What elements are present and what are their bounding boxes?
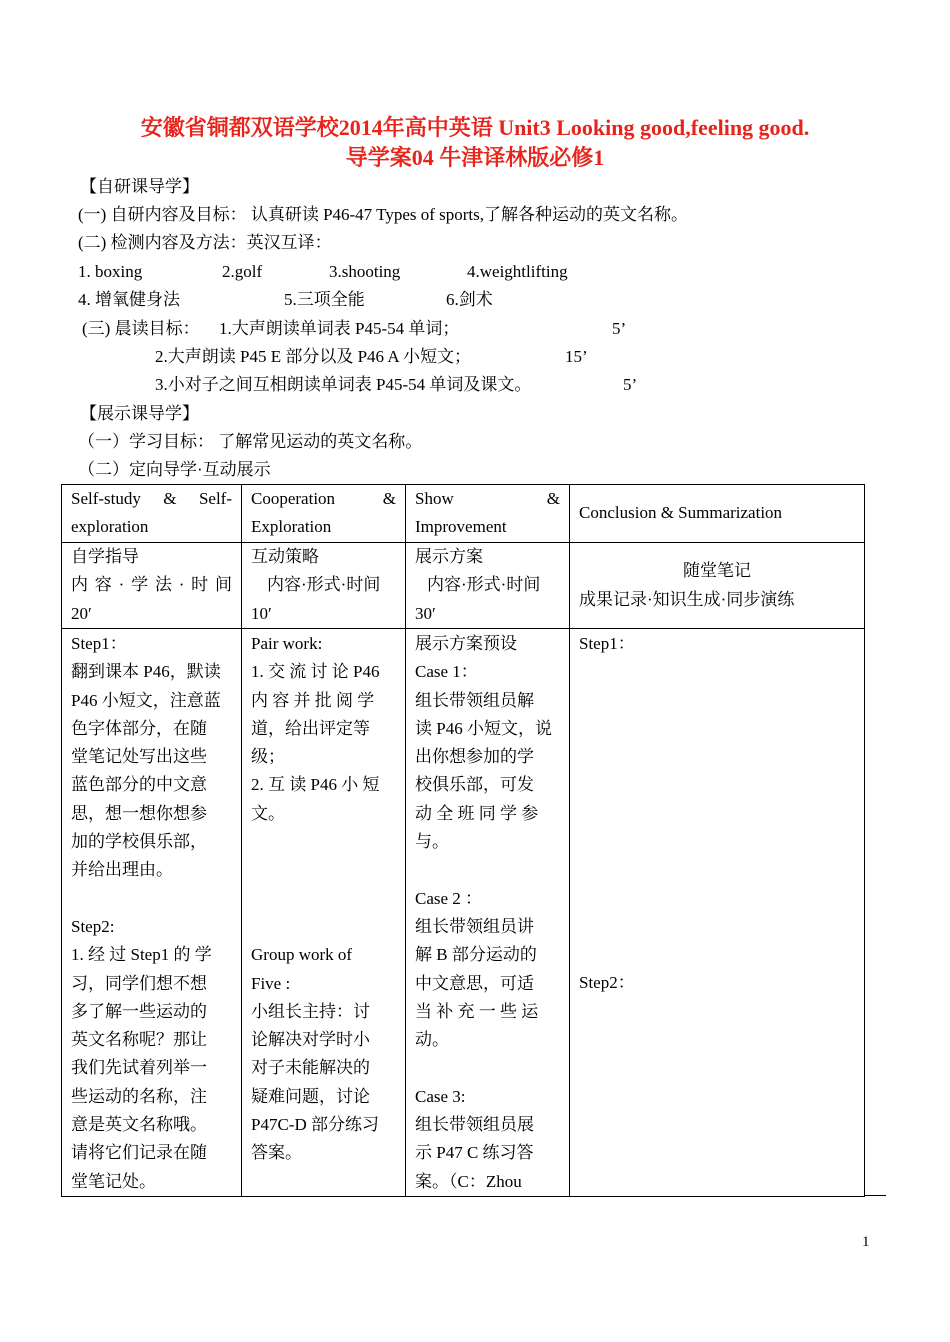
cooperation-line: Pair work:: [251, 634, 323, 653]
cooperation-line: [251, 856, 396, 884]
show-line: Case 2 ：: [415, 888, 483, 908]
vocab-item: 4.weightlifting: [467, 262, 568, 281]
self-study-line: 加的学校俱乐部，: [71, 832, 207, 852]
table-subheader-row: [62, 543, 865, 629]
show-line: 案。（C：Zhou: [415, 1171, 522, 1191]
show-line: 出你想参加的学: [415, 747, 534, 767]
cooperation-line: 答案。: [251, 1143, 302, 1163]
show-line: Case 3:: [415, 1086, 466, 1106]
cooperation-line: 文。: [251, 803, 285, 823]
vocab-item: 3.shooting: [329, 262, 401, 281]
header-show: Show & Improvement: [406, 485, 570, 543]
self-study-line: 多了解一些运动的: [71, 1001, 207, 1021]
table-header-row: [62, 485, 865, 543]
show-line: 读 P46 小短文，说: [415, 718, 552, 738]
self-study-line: 翻到课本 P46，默读: [71, 662, 221, 682]
cooperation-line: [251, 885, 396, 913]
show-line: 当 补 充 一 些 运: [415, 1001, 539, 1021]
vocab-item: 5.三项全能: [284, 290, 365, 309]
header-self-study: Self-study & Self- exploration: [62, 485, 242, 543]
self-study-item1: (一) 自研内容及目标： 认真研读 P46-47 Types of sports,了解各种运动的英文名称。: [78, 205, 689, 224]
cooperation-line: P47C-D 部分练习: [251, 1115, 379, 1135]
vocab-item: 1. boxing: [78, 262, 143, 281]
document-title-line1: 安徽省铜都双语学校2014年高中英语 Unit3 Looking good,feeling good.: [140, 115, 810, 140]
header-cooperation: Cooperation & Exploration: [242, 485, 406, 543]
show-line: [415, 856, 560, 884]
vocab-item: 2.golf: [222, 262, 263, 281]
cooperation-line: 2. 互 读 P46 小 短: [251, 775, 380, 795]
morning-task-time: 15’: [565, 347, 588, 366]
cooperation-line: 1. 交 流 讨 论 P46: [251, 662, 380, 682]
vocab-item: 4. 增氧健身法: [78, 290, 180, 309]
cooperation-line: 对子未能解决的: [251, 1058, 370, 1078]
show-line: 动。: [415, 1030, 449, 1050]
show-item2: （二）定向导学·互动展示: [78, 460, 271, 479]
show-line: 组长带领组员解: [415, 690, 534, 710]
self-study-line: 英文名称呢？那让: [71, 1030, 207, 1050]
show-line: 校俱乐部，可发: [415, 775, 534, 795]
morning-task-time: 5’: [623, 375, 638, 394]
subheader-conclusion: 随堂笔记 成果记录·知识生成·同步演练: [570, 543, 865, 629]
notes-step2: Step2：: [579, 973, 635, 993]
show-line: 组长带领组员讲: [415, 916, 534, 936]
self-study-line: Step2:: [71, 916, 115, 936]
self-study-line: 我们先试着列举一: [71, 1058, 207, 1078]
cooperation-line: [251, 913, 396, 941]
self-study-item2: (二) 检测内容及方法：英汉互译：: [78, 233, 332, 252]
self-study-line: 蓝色部分的中文意: [71, 775, 207, 795]
self-study-line: Step1：: [71, 634, 127, 653]
self-study-line: 色字体部分，在随: [71, 718, 207, 738]
show-line: 展示方案预设: [415, 634, 517, 653]
self-study-line: 意是英文名称哦。: [71, 1115, 207, 1135]
morning-task-text: 1.大声朗读单词表 P45-54 单词；: [219, 319, 460, 338]
self-study-line: 习，同学们想不想: [71, 973, 207, 993]
self-study-heading: 【自研课导学】: [80, 177, 199, 196]
self-study-steps: [62, 629, 242, 1197]
morning-task-text: 2.大声朗读 P45 E 部分以及 P46 A 小短文；: [155, 347, 471, 366]
cooperation-line: 论解决对学时小: [251, 1030, 370, 1050]
cooperation-line: 级；: [251, 747, 285, 767]
show-plans: [406, 629, 570, 1197]
show-line: 中文意思，可适: [415, 973, 534, 993]
self-study-line: 思，想一想你想参: [71, 803, 207, 823]
subheader-cooperation: 互动策略 内容·形式·时间 10′: [242, 543, 406, 629]
cooperation-line: Group work of: [251, 945, 353, 965]
class-notes: [570, 629, 865, 1197]
cooperation-line: 道，给出评定等: [251, 718, 370, 738]
self-study-line: 并给出理由。: [71, 860, 173, 880]
page-number: 1: [862, 1234, 870, 1250]
show-line: Case 1：: [415, 662, 478, 682]
vocab-item: 6.剑术: [446, 290, 493, 309]
morning-task-time: 5’: [612, 319, 627, 338]
table-bottom-rule: [864, 1195, 886, 1196]
document-title-line2: 导学案04 牛津译林版必修1: [345, 145, 605, 170]
cooperation-line: 内 容 并 批 阅 学: [251, 690, 375, 710]
self-study-line: 堂笔记处写出这些: [71, 747, 207, 767]
notes-step1: Step1：: [579, 634, 635, 653]
morning-reading-label: (三) 晨读目标：: [82, 319, 200, 338]
subheader-show: 展示方案 内容·形式·时间 30′: [406, 543, 570, 629]
cooperation-line: 疑难问题，讨论: [251, 1086, 370, 1106]
table-body-row: [62, 629, 865, 1197]
show-line: 组长带领组员展: [415, 1115, 534, 1135]
show-line: 动 全 班 同 学 参: [415, 803, 539, 823]
cooperation-strategies: [242, 629, 406, 1197]
show-item1: （一）学习目标： 了解常见运动的英文名称。: [78, 432, 423, 451]
self-study-line: 堂笔记处。: [71, 1171, 156, 1191]
cooperation-line: [251, 828, 396, 856]
cooperation-line: 小组长主持：讨: [251, 1001, 370, 1021]
self-study-line: 1. 经 过 Step1 的 学: [71, 945, 212, 965]
morning-task-text: 3.小对子之间互相朗读单词表 P45-54 单词及课文。: [155, 375, 532, 394]
show-line: 与。: [415, 832, 449, 852]
self-study-line: P46 小短文，注意蓝: [71, 690, 221, 710]
show-line: 示 P47 C 练习答: [415, 1143, 534, 1163]
subheader-self-study: 自学指导 内容·学法·时间 20′: [62, 543, 242, 629]
show-line: [415, 1054, 560, 1082]
cooperation-line: Five :: [251, 973, 291, 993]
self-study-line: [71, 885, 232, 913]
header-conclusion: Conclusion & Summarization: [570, 485, 865, 543]
show-heading: 【展示课导学】: [80, 404, 199, 423]
self-study-line: 请将它们记录在随: [71, 1143, 207, 1163]
self-study-line: 些运动的名称，注: [71, 1086, 207, 1106]
show-line: 解 B 部分运动的: [415, 945, 537, 965]
lesson-table: [61, 484, 865, 1197]
